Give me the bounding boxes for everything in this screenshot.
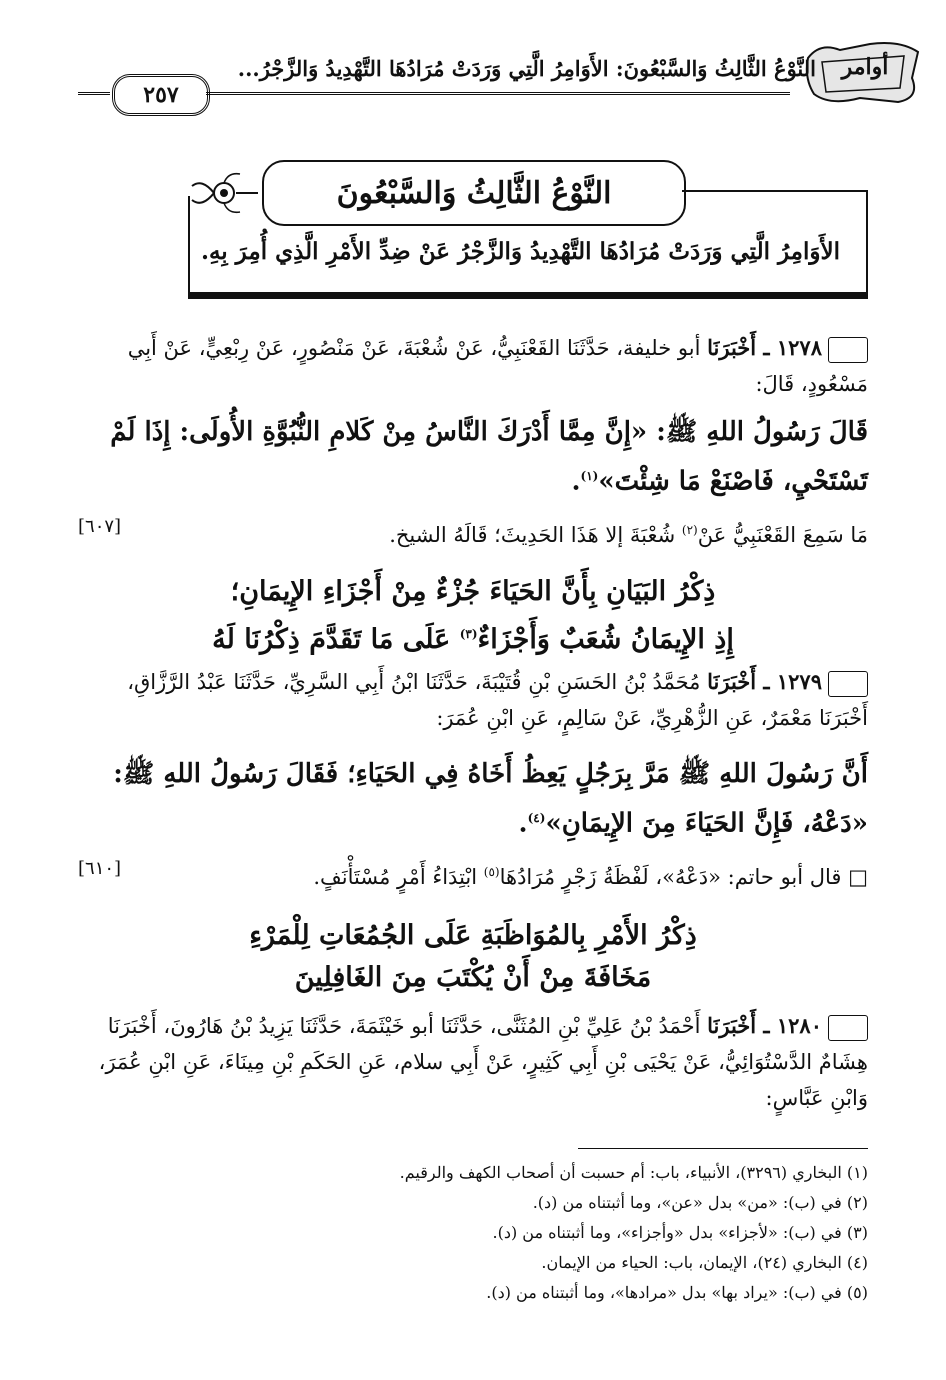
isnad-text: أَحْمَدُ بْنُ عَلِيِّ بْنِ المُثَنَّى، حَدَّثَنَا أبو خَيْثَمَةَ، حَدَّثَنَا يَزِيدُ بْنُ هَارُونَ، أَخْبَرَنَا هِشَامٌ الدَّسْتُوَائِيُّ، عَنْ يَحْيَى بْنِ أَبِي كَثِيرٍ، عَنْ أَبِي سلام، عَنِ الحَكَمِ بْنِ مِينَاءَ، عَنِ ابْنِ عُمَرَ، وَابْنِ عَبَّاسٍ: xyxy=(98,1014,868,1110)
hadith-1279-matn: أَنَّ رَسُولَ اللهِ ﷺ مَرَّ بِرَجُلٍ يَعِظُ أَخَاهُ فِي الحَيَاءِ؛ فَقَالَ رَسُولُ اللهِ ﷺ: «دَعْهُ، فَإِنَّ الحَيَاءَ مِنَ الإِيمَانِ»$^{(٤)}$. xyxy=(113,759,868,839)
hadith-mark-icon xyxy=(828,337,868,363)
hadith-1279-ref: [٦١٠] xyxy=(78,858,122,879)
section-title-rest: عَلَى مَا تَقَدَّمَ ذِكْرُنَا لَهُ xyxy=(212,624,460,655)
note-text: مَا سَمِعَ القَعْنَبِيُّ عَنْ xyxy=(697,523,868,547)
footnote-rule xyxy=(578,1148,868,1149)
hadith-1278-ref: [٦٠٧] xyxy=(78,516,122,537)
section-title-line1: ذِكْرُ البَيَانِ بِأَنَّ الحَيَاءَ جُزْءٌ مِنْ أَجْزَاءِ الإِيمَانِ؛ xyxy=(230,576,716,607)
hadith-1278-note xyxy=(78,512,868,553)
section-title-line1: ذِكْرُ الأَمْرِ بِالمُوَاظَبَةِ عَلَى الجُمُعَاتِ لِلْمَرْءِ xyxy=(249,920,697,951)
chapter-thick-rule xyxy=(188,292,868,299)
chapter-frame-right xyxy=(866,190,868,294)
header-rule xyxy=(206,92,790,95)
note-text-rest: ابْتِدَاءُ أَمْرٍ مُسْتَأْنَفٍ. xyxy=(313,865,484,889)
hadith-mark-icon xyxy=(828,1015,868,1041)
hadith-number: ١٢٨٠ ـ أَخْبَرَنَا xyxy=(707,1013,822,1038)
hadith-number: ١٢٧٨ ـ أَخْبَرَنَا xyxy=(707,335,822,360)
footnote-marker: (٥) xyxy=(483,865,500,879)
matn-text: أَنَّ رَسُولَ اللهِ ﷺ مَرَّ بِرَجُلٍ يَعِظُ أَخَاهُ فِي الحَيَاءِ؛ فَقَالَ رَسُولُ اللهِ ﷺ: «دَعْهُ، فَإِنَّ الحَيَاءَ مِنَ الإِيمَانِ» xyxy=(113,759,868,839)
chapter-title: النَّوْعُ الثَّالِثُ وَالسَّبْعُونَ xyxy=(262,160,686,226)
hadith-mark-icon xyxy=(828,671,868,697)
footnote-5: (٥) في (ب): «يراد بها» بدل «مرادها»، وما أثبتناه من (د). xyxy=(486,1283,868,1302)
isnad-text: مُحَمَّدُ بْنُ الحَسَنِ بْنِ قُتَيْبَةَ، حَدَّثَنَا ابْنُ أَبِي السَّرِيِّ، حَدَّثَنَا عَبْدُ الرَّزَّاقِ، أَخْبَرَنَا مَعْمَرٌ، عَنِ الزُّهْرِيِّ، عَنْ سَالِمٍ، عَنِ ابْنِ عُمَرَ: xyxy=(127,670,868,730)
ornament-icon xyxy=(188,168,258,218)
section-title-line2: مَخَافَةَ مِنْ أَنْ يُكْتَبَ مِنَ الغَافِلِينَ xyxy=(294,962,652,993)
hadith-1280-isnad xyxy=(78,1008,868,1116)
matn-text: قَالَ رَسُولُ اللهِ ﷺ: «إِنَّ مِمَّا أَدْرَكَ النَّاسُ مِنْ كَلامِ النُّبُوَّةِ الأُولَى: إِذَا لَمْ تَسْتَحْيِ، فَاصْنَعْ مَا شِئْتَ» xyxy=(110,417,868,497)
footnote-4: (٤) البخاري (٢٤)، الإيمان، باب: الحياء من الإيمان. xyxy=(541,1253,868,1272)
note-text: □ قال أبو حاتم: «دَعْهُ»، لَفْظَةُ زَجْرٍ مُرَادُهَا xyxy=(499,865,868,889)
hadith-1279-isnad xyxy=(78,664,868,736)
hadith-1278-matn: قَالَ رَسُولُ اللهِ ﷺ: «إِنَّ مِمَّا أَدْرَكَ النَّاسُ مِنْ كَلامِ النُّبُوَّةِ الأُولَى: إِذَا لَمْ تَسْتَحْيِ، فَاصْنَعْ مَا شِئْتَ»$^{(١)}$. xyxy=(110,417,868,497)
section-title-line2 xyxy=(78,612,868,662)
hadith-number: ١٢٧٩ ـ أَخْبَرَنَا xyxy=(707,669,822,694)
hadith-1278-isnad xyxy=(78,330,868,402)
running-header-title: النَّوْعُ الثَّالِثُ وَالسَّبْعُونَ: الأَوَامِرُ الَّتِي وَرَدَتْ مُرَادُهَا التَّهْدِيدُ وَالزَّجْرُ... xyxy=(237,56,816,81)
section-title-part: إِذِ الإِيمَانُ شُعَبٌ وَأَجْزَاءٌ xyxy=(477,624,734,655)
footnote-marker: (١) xyxy=(580,469,599,483)
footnote-2: (٢) في (ب): «من» بدل «عن»، وما أثبتناه من (د). xyxy=(532,1193,868,1212)
header-rule-left xyxy=(78,92,110,95)
footnote-marker: (٣) xyxy=(459,627,478,641)
isnad-text: أبو خليفة، حَدَّثَنَا القَعْنَبِيُّ، عَنْ شُعْبَةَ، عَنْ مَنْصُورٍ، عَنْ رِبْعِيٍّ، عَنْ أَبِي مَسْعُودٍ، قَالَ: xyxy=(127,336,868,396)
hadith-1279-note xyxy=(78,854,868,895)
footnote-3: (٣) في (ب): «لأجزاء» بدل «وأجزاء»، وما أثبتناه من (د). xyxy=(492,1223,868,1242)
book-logo-icon xyxy=(800,38,926,108)
footnote-marker: (٢) xyxy=(681,523,698,537)
chapter-connector-line xyxy=(682,190,868,192)
footnote-marker: (٤) xyxy=(527,811,546,825)
note-text-rest: شُعْبَةَ إلا هَذَا الحَدِيثَ؛ قَالَهُ الشيخ. xyxy=(389,523,682,547)
chapter-subtitle: الأَوَامِرُ الَّتِي وَرَدَتْ مُرَادُهَا التَّهْدِيدُ وَالزَّجْرُ عَنْ ضِدِّ الأَمْرِ الَّذِي أُمِرَ بِهِ. xyxy=(200,238,840,265)
page-number: ٢٥٧ xyxy=(112,74,210,116)
footnote-1: (١) البخاري (٣٢٩٦)، الأنبياء، باب: أم حسبت أن أصحاب الكهف والرقيم. xyxy=(399,1163,868,1182)
logo-text: أوامر xyxy=(841,54,889,80)
